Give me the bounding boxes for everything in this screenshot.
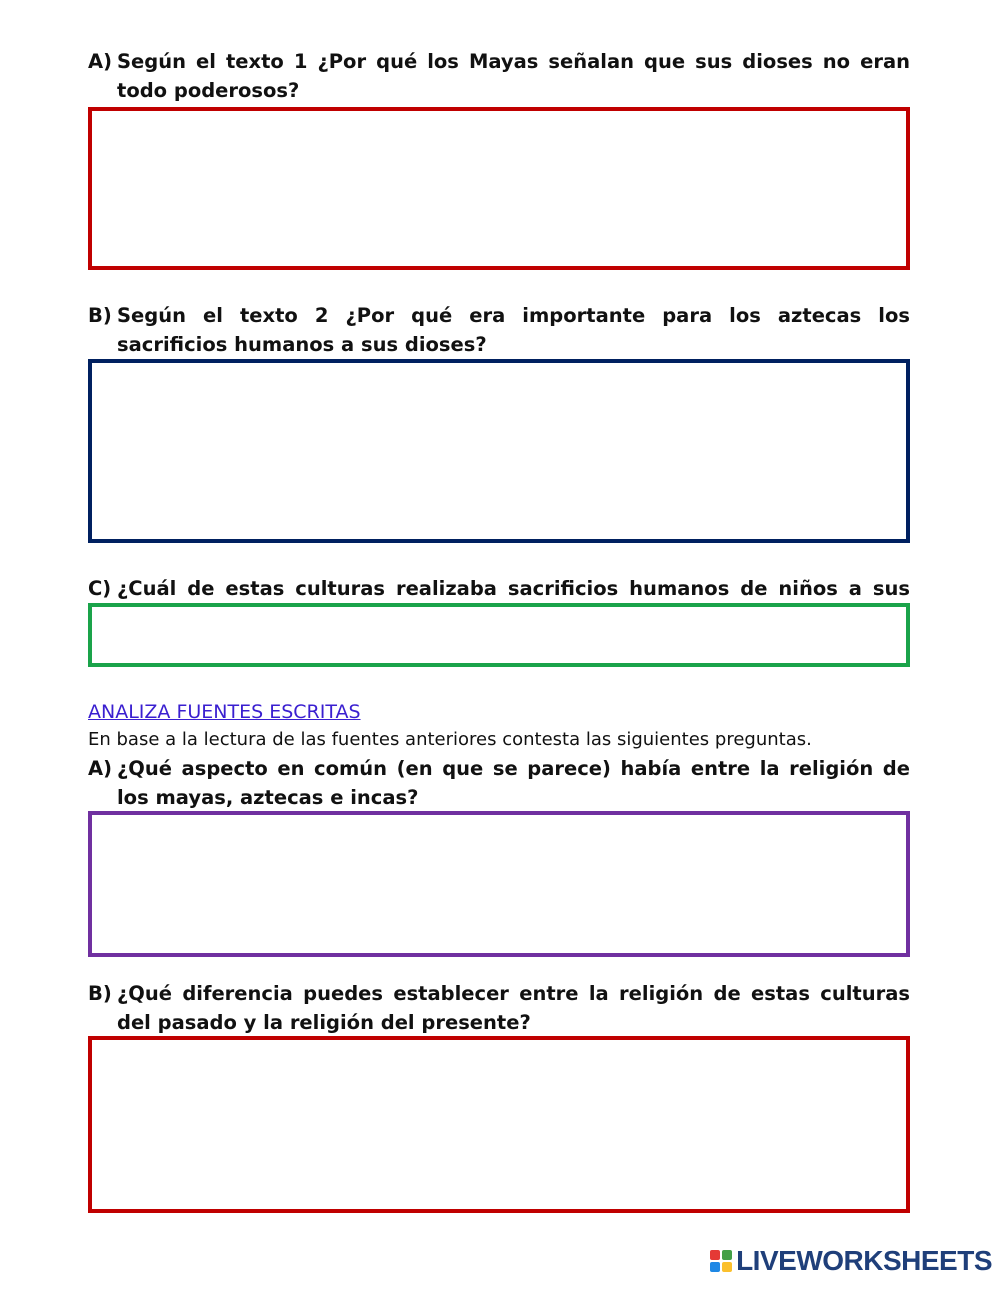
question-1a	[88, 47, 910, 105]
liveworksheets-brand	[710, 1245, 992, 1277]
answer-box-1a[interactable]	[88, 107, 910, 270]
section-intro: En base a la lectura de las fuentes anteriores contesta las siguientes preguntas.	[88, 729, 812, 750]
question-label: B)	[88, 982, 112, 1005]
question-text: ¿Qué diferencia puedes establecer entre la religión de estas culturas del pasado y la religión del presente?	[117, 982, 910, 1034]
question-label: B)	[88, 304, 112, 327]
question-1b	[88, 301, 910, 359]
question-text: Según el texto 1 ¿Por qué los Mayas señalan que sus dioses no eran todo poderosos?	[117, 50, 910, 102]
liveworksheets-logo-icon	[710, 1250, 732, 1272]
question-text: Según el texto 2 ¿Por qué era importante para los aztecas los sacrificios humanos a sus dioses?	[117, 304, 910, 356]
question-text: ¿Qué aspecto en común (en que se parece) había entre la religión de los mayas, aztecas e incas?	[117, 757, 910, 809]
answer-box-1c[interactable]	[88, 603, 910, 667]
section-heading: ANALIZA FUENTES ESCRITAS	[88, 701, 361, 723]
question-label: A)	[88, 50, 113, 73]
question-text: ¿Cuál de estas culturas realizaba sacrificios humanos de niños a sus	[117, 577, 910, 600]
brand-name: LIVEWORKSHEETS	[736, 1245, 992, 1276]
answer-box-2a[interactable]	[88, 811, 910, 957]
question-2b	[88, 979, 910, 1037]
question-label: A)	[88, 757, 113, 780]
answer-box-1b[interactable]	[88, 359, 910, 543]
question-label: C)	[88, 577, 112, 600]
answer-box-2b[interactable]	[88, 1036, 910, 1213]
question-2a	[88, 754, 910, 812]
